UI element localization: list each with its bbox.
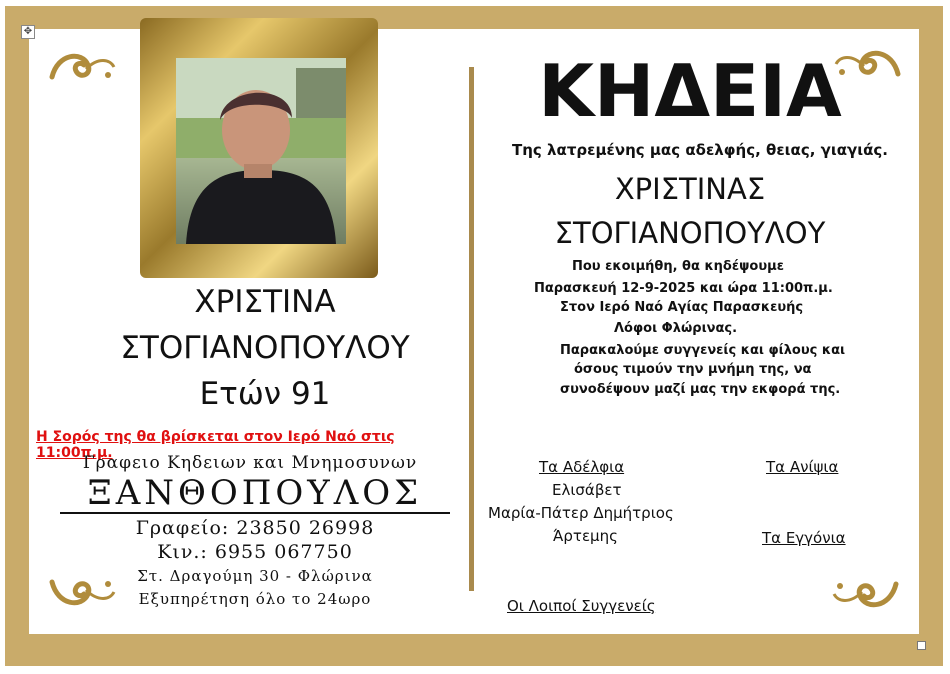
service-hours: Εξυπηρέτηση όλο το 24ωρο — [138, 590, 372, 608]
deceased-first-name: ΧΡΙΣΤΙΝΑ — [194, 284, 336, 320]
notice-body-line: όσους τιμούν την μνήμη της, να — [574, 362, 812, 377]
notice-body-line: συνοδέψουν μαζί μας την εκφορά της. — [560, 382, 841, 397]
notice-title: ΚΗΔΕΙΑ — [538, 49, 842, 133]
deceased-age: Ετών 91 — [199, 376, 331, 412]
sibling-name: Ελισάβετ — [552, 481, 622, 499]
beloved-line: Της λατρεμένης μας αδελφής, θειας, γιαγιάς. — [512, 141, 888, 159]
sibling-name: Άρτεμης — [553, 527, 618, 545]
deceased-last-name-genitive: ΣΤΟΓΙΑΝΟΠΟΥΛΟΥ — [554, 216, 826, 250]
notice-body-line: Παρακαλούμε συγγενείς και φίλους και — [560, 343, 846, 358]
move-handle-icon[interactable]: ✥ — [21, 25, 35, 39]
siblings-heading: Τα Αδέλφια — [539, 458, 625, 476]
office-phone: Γραφείο: 23850 26998 — [135, 517, 375, 539]
notice-body-line: Λόφοι Φλώρινας. — [614, 321, 738, 336]
funeral-office-brand: ΞΑΝΘΟΠΟΥΛΟΣ — [60, 474, 450, 514]
nieces-heading: Τα Ανίψια — [766, 458, 839, 476]
portrait-photo — [176, 58, 346, 244]
notice-body-line: Παρασκευή 12-9-2025 και ώρα 11:00π.μ. — [534, 281, 833, 296]
coffin-notice: Η Σορός της θα βρίσκεται στον Ιερό Ναό στις 11:00π.μ. — [36, 429, 395, 461]
resize-handle-icon[interactable] — [917, 641, 926, 650]
deceased-last-name: ΣΤΟΓΙΑΝΟΠΟΥΛΟΥ — [120, 330, 410, 366]
notice-body-line: Που εκοιμήθη, θα κηδέψουμε — [572, 259, 784, 274]
center-divider — [469, 67, 474, 591]
swirl-ornament-icon — [48, 47, 118, 85]
mobile-phone: Κιν.: 6955 067750 — [157, 541, 353, 563]
deceased-first-name-genitive: ΧΡΙΣΤΙΝΑΣ — [614, 172, 766, 206]
other-relatives: Οι Λοιποί Συγγενείς — [507, 597, 656, 615]
swirl-ornament-icon — [830, 576, 900, 614]
office-address: Στ. Δραγούμη 30 - Φλώρινα — [137, 567, 373, 585]
grandchildren-heading: Τα Εγγόνια — [762, 529, 846, 547]
funeral-office-title: Γραφειο Κηδειων και Μνημοσυνων — [82, 453, 418, 473]
notice-body-line: Στον Ιερό Ναό Αγίας Παρασκευής — [560, 300, 804, 315]
sibling-name: Μαρία-Πάτερ Δημήτριος — [488, 504, 674, 522]
